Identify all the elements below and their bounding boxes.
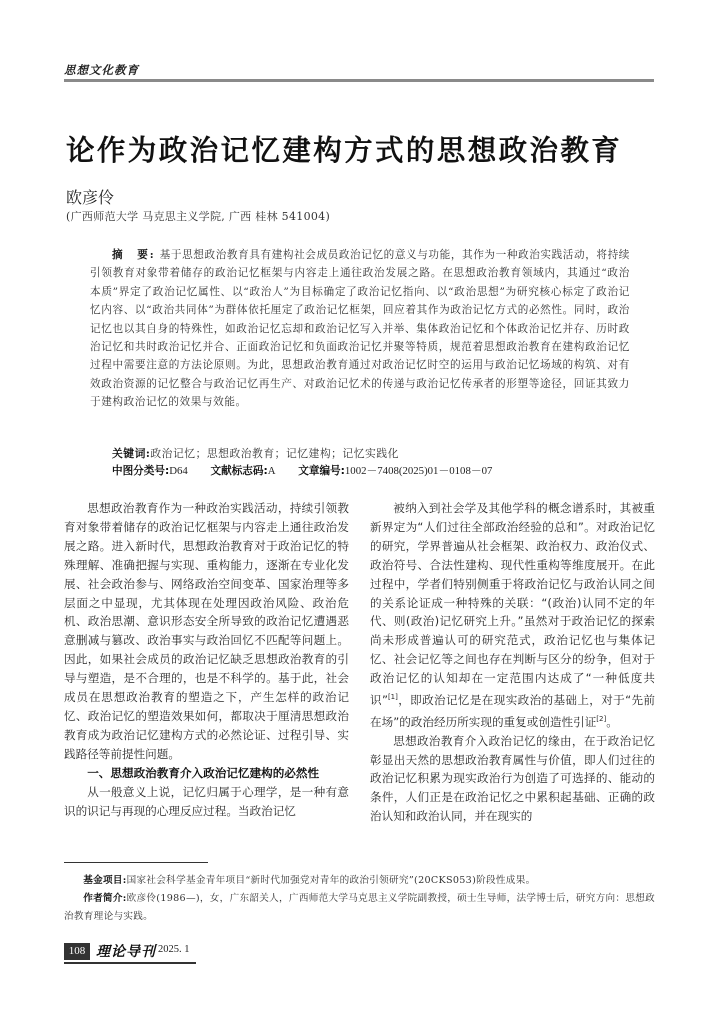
clc-label: 中图分类号: — [112, 465, 170, 477]
footnote-rule — [64, 862, 208, 863]
abstract-label: 摘 要: — [112, 249, 156, 261]
section-heading: 一、思想政治教育介入政治记忆建构的必然性 — [87, 765, 320, 780]
footer-rule — [64, 962, 196, 964]
doc-code-value: A — [267, 465, 276, 477]
body-paragraph: 思想政治教育介入政治记忆的缘由，在于政治记忆彰显出天然的思想政治教育属性与价值，即人们过往的政治记忆积累为现实政治行为创造了可选择的、能动的条件，人们正是在政治记忆之中累积起基础、正确的政治认知和政治认同，并在现实的 — [370, 733, 655, 824]
classification-line — [112, 463, 492, 478]
page-number: 108 — [64, 943, 90, 960]
body-column-left — [64, 499, 349, 820]
keywords-text: 政治记忆；思想政治教育；记忆建构；记忆实践化 — [150, 447, 399, 460]
body-column-right — [370, 499, 655, 826]
fund-text: 国家社会科学基金青年项目“新时代加强党对青年的政治引领研究”(20CKS053)阶段性成果。 — [126, 875, 536, 886]
author-bio-note — [64, 890, 656, 926]
author-name: 欧彦伶 — [66, 188, 115, 207]
fund-label: 基金项目: — [83, 875, 127, 886]
article-number-value: 1002－7408(2025)01－0108－07 — [344, 465, 493, 477]
clc-value: D64 — [169, 465, 188, 477]
author-affiliation: (广西师范大学 马克思主义学院, 广西 桂林 541004) — [66, 210, 331, 223]
column-tag: 思想文化教育 — [64, 63, 139, 77]
article-number-label: 文章编号: — [298, 465, 345, 477]
journal-name: 理论导刊 — [96, 944, 156, 960]
citation-ref-2: [2] — [596, 714, 607, 723]
keywords — [112, 446, 399, 461]
body-paragraph: 从一般意义上说，记忆归属于心理学，是一种有意识的识记与再现的心理反应过程。当政治记忆 — [64, 784, 349, 818]
body-text: 被纳入到社会学及其他学科的概念谱系时，其被重新界定为“人们过往全部政治经验的总和”。对政治记忆的研究，学界普遍从社会框架、政治权力、政治仪式、政治符号、合法性建构、现代性重构等维度展开。在此过程中，学者们特别侧重于将政治记忆与政治认同之间的关系论证成一种特殊的关联：“(政治)认同不定的年代、则(政治)记忆研究上升。”虽然对于政治记忆的探索尚未形成普遍认可的研究范式，政治记忆也与集体记忆、社会记忆等之间也存在判断与区分的纷争，但对于政治记忆的认知却在一定范围内达成了“一种低度共识” — [370, 501, 655, 707]
bio-label: 作者简介: — [83, 893, 127, 904]
bio-text: 欧彦伶(1986—)，女，广东韶关人，广西师范大学马克思主义学院副教授，硕士生导师，法学博士后，研究方向：思想政治教育理论与实践。 — [64, 893, 655, 922]
abstract-text: 基于思想政治教育具有建构社会成员政治记忆的意义与功能，其作为一种政治实践活动，将持续引领教育对象带着储存的政治记忆框架与内容走上通往政治发展之路。在思想政治教育领域内，其通过“政治本质”界定了政治记忆属性、以“政治人”为目标确定了政治记忆指向、以“政治思想”为研究核心标定了政治记忆内容、以“政治共同体”为群体依托厘定了政治记忆框架，回应着其作为政治记忆方式的必然性。同时，政治记忆也以其自身的特殊性，如政治记忆忘却和政治记忆写入并举、集体政治记忆和个体政治记忆并存、历时政治记忆和共时政治记忆并合、正面政治记忆和负面政治记忆并聚等特质，规范着思想政治教育在建构政治记忆过程中需要注意的方法论原则。为此，思想政治教育通过对政治记忆时空的运用与政治记忆场域的构筑、对有效政治资源的记忆整合与政治记忆再生产、对政治记忆术的传递与政治记忆传承者的形塑等途径，回证其致力于建构政治记忆的效果与效能。 — [90, 249, 630, 409]
issue-number: 2025. 1 — [158, 944, 190, 955]
body-text: 。 — [606, 714, 618, 729]
top-rule — [64, 79, 654, 82]
fund-note — [64, 872, 656, 890]
doc-code-label: 文献标志码: — [210, 465, 268, 477]
keywords-label: 关键词: — [112, 447, 151, 460]
citation-ref-1: [1] — [387, 693, 398, 702]
body-paragraph: 思想政治教育作为一种政治实践活动，持续引领教育对象带着储存的政治记忆框架与内容走上通往政治发展之路。进入新时代，思想政治教育对于政治记忆的特殊理解、准确把握与实现、重构能力，逐渐在专业化发展、社会政治参与、网络政治空间变革、国家治理等多层面之中显现，尤其体现在处理因政治风险、政治危机、政治思潮、意识形态安全所导致的政治记忆遭遇恶意删减与篡改、政治事实与政治回忆不匹配等问题上。因此，如果社会成员的政治记忆缺乏思想政治教育的引导与塑造，是不合理的，也是不科学的。基于此，社会成员在思想政治教育的塑造之下，产生怎样的政治记忆、政治记忆的塑造效果如何，都取决于厘清思想政治教育成为政治记忆建构方式的必然论证、过程引导、实践路径等前提性问题。 — [64, 501, 349, 761]
abstract — [90, 246, 630, 412]
body-text: ，即政治记忆是在现实政治的基础上，对于“先前在场”的政治经历所实现的重复或创造性引证 — [370, 692, 655, 729]
article-title: 论作为政治记忆建构方式的思想政治教育 — [66, 134, 623, 167]
body-paragraph — [370, 499, 655, 732]
footnotes — [64, 872, 656, 926]
